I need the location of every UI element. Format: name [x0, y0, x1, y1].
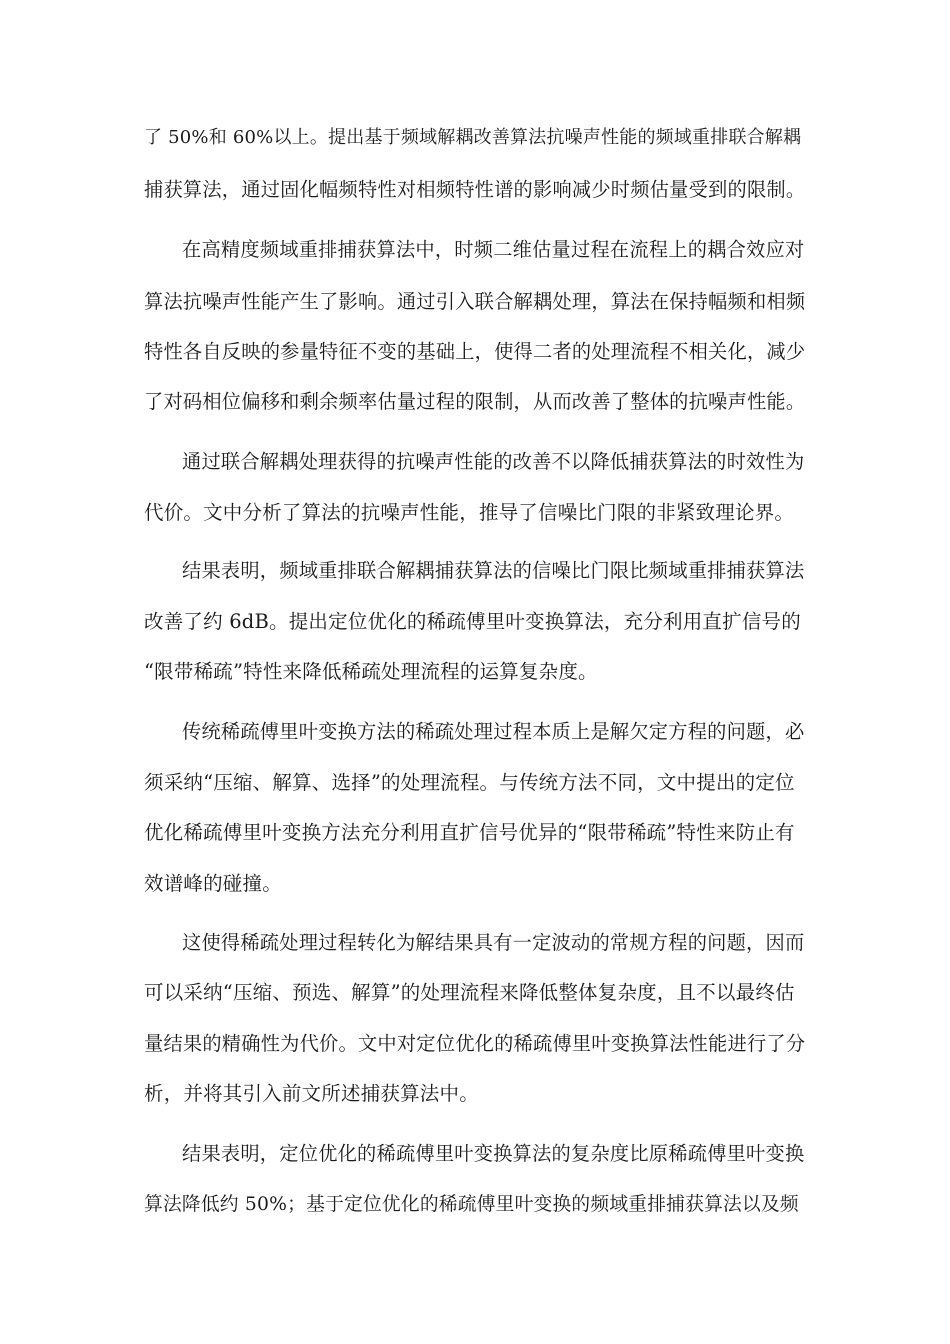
paragraph-2-line-2: 算法抗噪声性能产生了影响。通过引入联合解耦处理，算法在保持幅频和相频 [144, 290, 806, 313]
paragraph-1-line-2: 捕获算法，通过固化幅频特性对相频特性谱的影响减少时频估量受到的限制。 [144, 178, 806, 201]
paragraph-6-line-3: 量结果的精确性为代价。文中对定位优化的稀疏傅里叶变换算法性能进行了分 [144, 1032, 806, 1055]
paragraph-6-line-1: 这使得稀疏处理过程转化为解结果具有一定波动的常规方程的问题，因而 [182, 931, 805, 954]
paragraph-5-line-1: 传统稀疏傅里叶变换方法的稀疏处理过程本质上是解欠定方程的问题，必 [182, 720, 805, 743]
paragraph-4-line-2: 改善了约 6dB。提出定位优化的稀疏傅里叶变换算法，充分利用直扩信号的 [144, 610, 801, 633]
paragraph-6-line-4: 析，并将其引入前文所述捕获算法中。 [144, 1082, 479, 1105]
paragraph-2-line-4: 了对码相位偏移和剩余频率估量过程的限制，从而改善了整体的抗噪声性能。 [144, 390, 806, 413]
paragraph-7-line-1: 结果表明，定位优化的稀疏傅里叶变换算法的复杂度比原稀疏傅里叶变换 [182, 1142, 805, 1165]
paragraph-5-line-4: 效谱峰的碰撞。 [144, 872, 282, 895]
paragraph-7-line-2: 算法降低约 50%；基于定位优化的稀疏傅里叶变换的频域重排捕获算法以及频 [144, 1194, 799, 1215]
paragraph-3-line-1: 通过联合解耦处理获得的抗噪声性能的改善不以降低捕获算法的时效性为 [182, 450, 805, 473]
paragraph-4-line-3: “限带稀疏”特性来降低稀疏处理流程的运算复杂度。 [144, 660, 598, 683]
paragraph-4-line-1: 结果表明，频域重排联合解耦捕获算法的信噪比门限比频域重排捕获算法 [182, 559, 805, 582]
paragraph-2-line-3: 特性各自反映的参量特征不变的基础上，使得二者的处理流程不相关化，减少 [144, 340, 806, 363]
paragraph-6-line-2: 可以采纳“压缩、预选、解算”的处理流程来降低整体复杂度，且不以最终估 [144, 981, 795, 1004]
paragraph-5-line-2: 须采纳“压缩、解算、选择”的处理流程。与传统方法不同，文中提出的定位 [144, 771, 795, 794]
paragraph-3-line-2: 代价。文中分析了算法的抗噪声性能，推导了信噪比门限的非紧致理论界。 [144, 501, 795, 524]
paragraph-1-line-1: 了 50%和 60%以上。提出基于频域解耦改善算法抗噪声性能的频域重排联合解耦 [144, 127, 802, 148]
paragraph-2-line-1: 在高精度频域重排捕获算法中，时频二维估量过程在流程上的耦合效应对 [182, 238, 805, 261]
paragraph-5-line-3: 优化稀疏傅里叶变换方法充分利用直扩信号优异的“限带稀疏”特性来防止有 [144, 821, 795, 844]
